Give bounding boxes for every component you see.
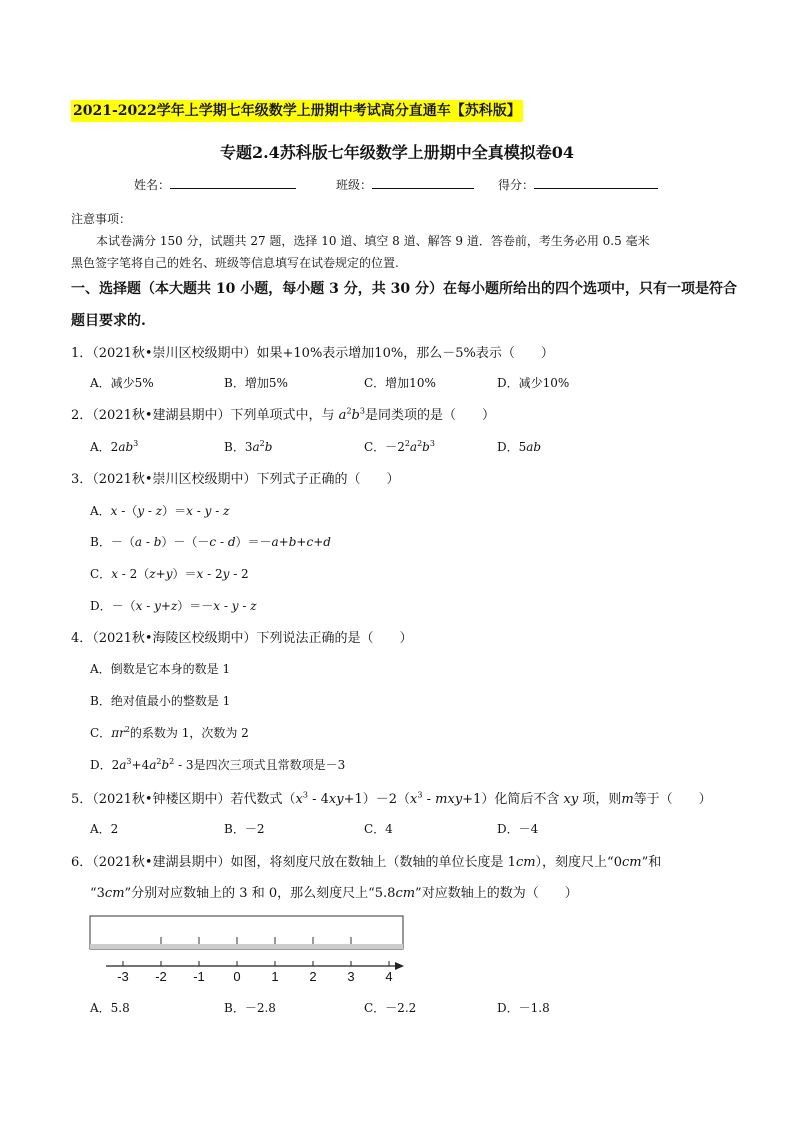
exam-banner: 2021-2022学年上学期七年级数学上册期中考试高分直通车【苏科版】 [71, 100, 523, 122]
q6-option-c[interactable]: C．－2.2 [364, 1001, 417, 1015]
name-label: 姓名： [134, 178, 171, 192]
notice-line-2: 黑色签字笔将自己的姓名、班级等信息填写在试卷规定的位置. [71, 256, 399, 270]
q3-option-d[interactable]: D．－（x - y+z）＝－x - y - z [90, 599, 257, 613]
q4-option-b[interactable]: B．绝对值最小的整数是 1 [90, 694, 231, 708]
q5-suffix: 等于（ ） [633, 792, 712, 807]
q1-option-b[interactable]: B．增加5% [224, 376, 288, 390]
q3-a-label: A． [90, 504, 111, 518]
q6-option-d[interactable]: D．－1.8 [497, 1001, 550, 1015]
score-blank[interactable] [534, 176, 658, 189]
q2-b-label: B． [224, 440, 245, 454]
number-line-label: 4 [385, 969, 393, 984]
q2-option-b[interactable]: B．$3a^2b$ [224, 439, 273, 454]
number-line-arrow-icon [395, 962, 404, 970]
q3-option-a[interactable]: A．x -（y - z）＝x - y - z [90, 504, 230, 518]
q6-line2a: “3 [90, 886, 105, 901]
q6-line1b: ），刻度尺上“0 [535, 855, 622, 870]
q6-line2c: ”对应数轴上的数为（ ） [415, 886, 578, 901]
number-line-label: 1 [271, 969, 279, 984]
q3-c-label: C． [90, 567, 112, 581]
class-label: 班级： [336, 178, 373, 192]
score-field[interactable] [498, 176, 658, 193]
number-line-label: -1 [193, 969, 205, 984]
q2-prefix: 2．（2021秋•建湖县期中）下列单项式中，与 [71, 408, 335, 423]
q6-line1c: ”和 [641, 855, 662, 870]
q3-option-c[interactable]: C．x - 2（z+y）＝x - 2y - 2 [90, 567, 249, 581]
name-blank[interactable] [170, 176, 296, 189]
class-field[interactable] [336, 176, 474, 193]
q4-stem: 4．（2021秋•海陵区校级期中）下列说法正确的是（ ） [71, 631, 413, 646]
q6-unit-2: cm [621, 855, 642, 870]
q2-option-d[interactable]: D．5ab [497, 440, 542, 454]
q4-d-suffix: 是四次三项式且常数项是－3 [193, 758, 346, 772]
q1-option-c[interactable]: C．增加10% [364, 376, 436, 390]
q5-mid1: ）－2（ [362, 792, 411, 807]
q5-option-a[interactable]: A．2 [90, 822, 119, 836]
q1-option-d[interactable]: D．减少10% [497, 376, 570, 390]
q4-option-d[interactable]: D．$2a^3+4a^2b^2 - 3$是四次三项式且常数项是－3 [90, 757, 346, 772]
section-heading-line-2: 题目要求的. [71, 313, 146, 329]
q1-option-a[interactable]: A．减少5% [90, 376, 154, 390]
class-blank[interactable] [372, 176, 474, 189]
q5-option-b[interactable]: B．－2 [224, 822, 265, 836]
q4-option-c[interactable]: C．$\pi r^2$的系数为 1，次数为 2 [90, 725, 249, 740]
q6-unit-1: cm [515, 855, 536, 870]
q3-d-label: D． [90, 599, 112, 613]
notice-line-1: 本试卷满分 150 分，试题共 27 题，选择 10 道、填空 8 道、解答 9 道．答卷前，考生务必用 0.5 毫米 [96, 234, 650, 248]
q5-option-d[interactable]: D．－4 [497, 822, 539, 836]
q1-stem: 1．（2021秋•崇川区校级期中）如果+10%表示增加10%，那么－5%表示（ ） [71, 346, 554, 361]
number-line-label: -3 [117, 969, 129, 984]
q3-b-label: B． [90, 535, 111, 549]
q6-unit-4: cm [395, 886, 416, 901]
q4-option-a[interactable]: A．倒数是它本身的数是 1 [90, 662, 231, 676]
q6-line1a: 6．（2021秋•建湖县期中）如图，将刻度尺放在数轴上（数轴的单位长度是 1 [71, 855, 516, 870]
q5-mid3: 项，则 [582, 792, 622, 807]
q5-prefix: 5．（2021秋•钟楼区期中）若代数式（ [71, 792, 296, 807]
number-line-label: 3 [347, 969, 355, 984]
q4-d-label: D． [90, 758, 112, 772]
q2-option-a[interactable]: A．$2ab^3$ [90, 439, 139, 454]
section-heading-line-1: 一、选择题（本大题共 10 小题，每小题 3 分，共 30 分）在每小题所给出的四个选项中，只有一项是符合 [71, 281, 737, 297]
q2-a-label: A． [90, 440, 111, 454]
score-label: 得分： [498, 178, 535, 192]
q2-stem: 2．（2021秋•建湖县期中）下列单项式中，与 $a^2b^3$是同类项的是（ ） [71, 406, 495, 423]
name-field[interactable] [134, 176, 296, 193]
q2-d-label: D． [497, 440, 519, 454]
q2-c-label: C．－ [364, 440, 398, 454]
q4-c-label: C． [90, 726, 112, 740]
q6-stem-line-1 [71, 851, 661, 870]
q2-option-c[interactable]: C．$-2^2a^2b^3$ [364, 439, 435, 454]
q6-stem-line-2 [90, 882, 578, 901]
ruler-svg [86, 913, 416, 985]
q5-option-c[interactable]: C．4 [364, 822, 393, 836]
ruler-figure [86, 913, 416, 985]
q6-option-b[interactable]: B．－2.8 [224, 1001, 276, 1015]
number-line-label: 2 [309, 969, 317, 984]
q3-option-b[interactable]: B．－（a - b）－（－c - d）＝－a+b+c+d [90, 535, 331, 549]
ruler-edge [90, 944, 403, 949]
notice-heading: 注意事项： [71, 212, 132, 226]
q6-option-a[interactable]: A．5.8 [90, 1001, 130, 1015]
q6-unit-3: cm [104, 886, 125, 901]
number-line-label: 0 [233, 969, 241, 984]
q6-line2b: ”分别对应数轴上的 3 和 0，那么刻度尺上“5.8 [124, 886, 396, 901]
q5-mid2: ）化简后不含 [481, 792, 560, 807]
q2-suffix: 是同类项的是（ ） [364, 408, 495, 423]
q5-stem: 5．（2021秋•钟楼区期中）若代数式$(x^3 - 4xy+1)-2(x^3 - mxy+1)$化简后不含 xy 项，则m等于（ ） [71, 790, 712, 807]
q3-stem: 3．（2021秋•崇川区校级期中）下列式子正确的（ ） [71, 472, 400, 487]
number-line-label: -2 [155, 969, 167, 984]
q4-c-suffix: 的系数为 1，次数为 2 [129, 726, 249, 740]
exam-title: 专题2.4苏科版七年级数学上册期中全真模拟卷04 [219, 143, 575, 162]
